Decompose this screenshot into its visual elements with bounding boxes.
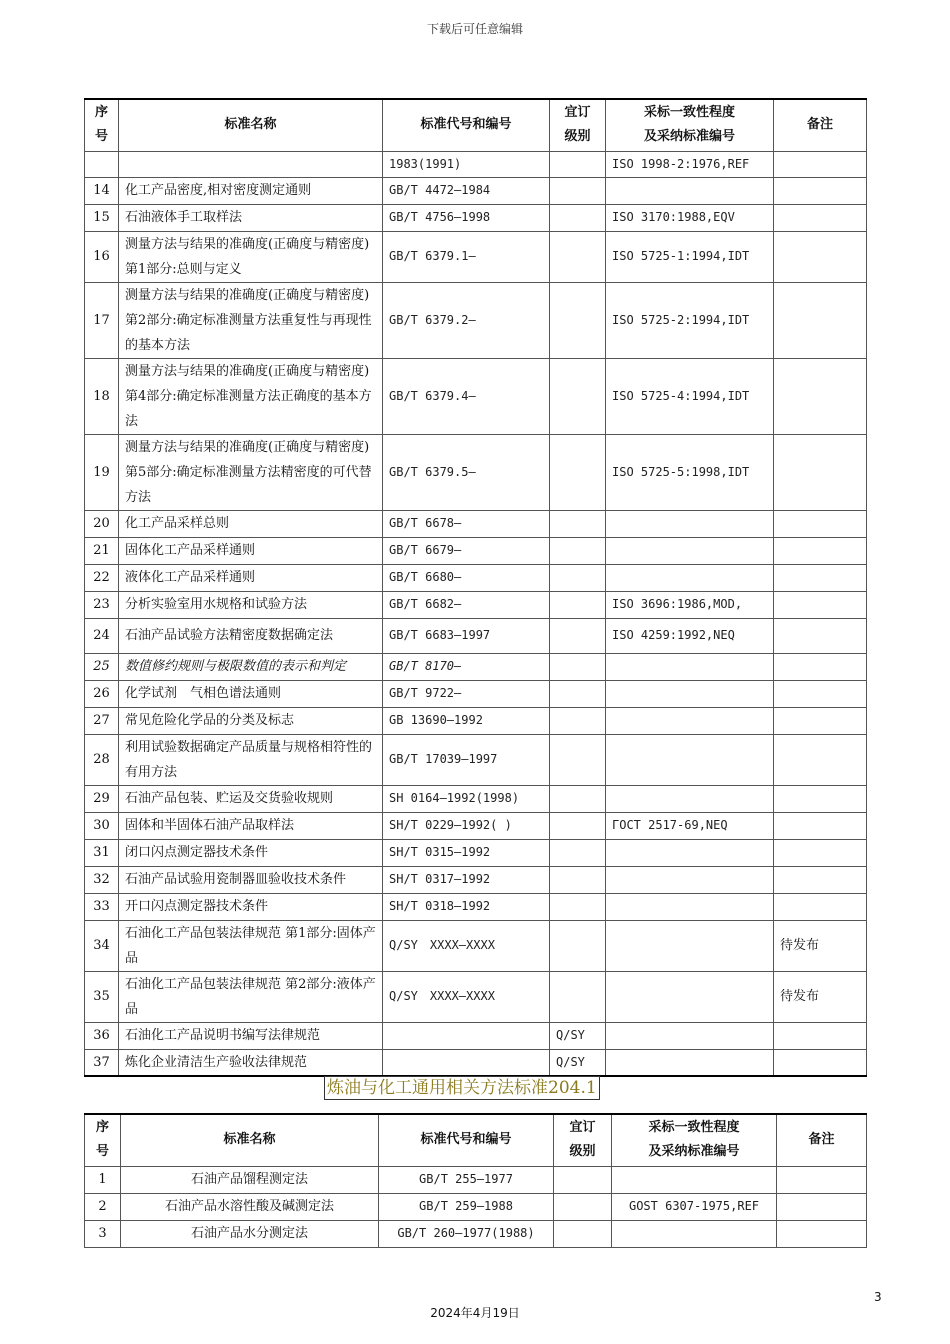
cell-remark: 待发布 (774, 971, 867, 1022)
cell-level (550, 785, 606, 812)
table-row (85, 866, 867, 893)
header-remark: 备注 (774, 99, 867, 151)
table-header-row (85, 1114, 867, 1166)
cell-level: Q/SY (550, 1049, 606, 1076)
cell-level (550, 920, 606, 971)
cell-no (85, 151, 119, 177)
cell-no: 33 (85, 893, 119, 920)
cell-code: GB/T 260—1977(1988) (379, 1220, 554, 1247)
cell-level (550, 866, 606, 893)
cell-adopt (606, 866, 774, 893)
cell-level (554, 1166, 612, 1193)
table-row (85, 591, 867, 618)
cell-adopt: ISO 1998-2:1976,REF (606, 151, 774, 177)
header-adopt: 采标一致性程度 及采纳标准编号 (612, 1114, 777, 1166)
cell-remark (774, 680, 867, 707)
cell-name: 石油化工产品包装法律规范 第1部分:固体产品 (119, 920, 383, 971)
table-row (85, 434, 867, 510)
table-row (85, 282, 867, 358)
cell-code: GB/T 6678— (383, 510, 550, 537)
cell-no: 2 (85, 1193, 121, 1220)
cell-adopt (606, 653, 774, 680)
cell-no: 1 (85, 1166, 121, 1193)
cell-remark (777, 1193, 867, 1220)
header-code: 标准代号和编号 (383, 99, 550, 151)
cell-level (550, 707, 606, 734)
cell-remark (777, 1166, 867, 1193)
cell-adopt (606, 707, 774, 734)
cell-remark (774, 591, 867, 618)
header-level: 宜订 级别 (554, 1114, 612, 1166)
cell-code: SH 0164—1992(1998) (383, 785, 550, 812)
cell-remark (774, 839, 867, 866)
cell-name: 化工产品采样总则 (119, 510, 383, 537)
cell-no: 25 (85, 653, 119, 680)
cell-level (550, 812, 606, 839)
cell-no: 31 (85, 839, 119, 866)
cell-level (550, 653, 606, 680)
table-row (85, 204, 867, 231)
cell-remark (774, 707, 867, 734)
cell-no: 19 (85, 434, 119, 510)
table-row (85, 812, 867, 839)
cell-level (550, 358, 606, 434)
cell-name: 石油产品试验方法精密度数据确定法 (119, 618, 383, 653)
cell-name: 炼化企业清洁生产验收法律规范 (119, 1049, 383, 1076)
cell-adopt: ГOCT 2517-69,NEQ (606, 812, 774, 839)
table-row (85, 1166, 867, 1193)
cell-code: 1983(1991) (383, 151, 550, 177)
cell-code: GB/T 6682— (383, 591, 550, 618)
footer-date: 2024年4月19日 (430, 1306, 520, 1320)
cell-code: SH/T 0229—1992( ) (383, 812, 550, 839)
cell-adopt (606, 734, 774, 785)
cell-level (550, 282, 606, 358)
cell-name: 测量方法与结果的准确度(正确度与精密度)第4部分:确定标准测量方法正确度的基本方法 (119, 358, 383, 434)
cell-remark (774, 618, 867, 653)
cell-no: 26 (85, 680, 119, 707)
header-no: 序 号 (85, 99, 119, 151)
table-row (85, 680, 867, 707)
cell-level (550, 510, 606, 537)
cell-name: 闭口闪点测定器技术条件 (119, 839, 383, 866)
cell-code: GB/T 6679— (383, 537, 550, 564)
cell-code: GB/T 6379.5— (383, 434, 550, 510)
cell-remark (774, 564, 867, 591)
cell-level (550, 591, 606, 618)
cell-adopt (606, 971, 774, 1022)
cell-no: 30 (85, 812, 119, 839)
cell-remark (774, 434, 867, 510)
cell-name: 测量方法与结果的准确度(正确度与精密度)第5部分:确定标准测量方法精密度的可代替方法 (119, 434, 383, 510)
cell-code: GB/T 6680— (383, 564, 550, 591)
cell-code: Q/SY XXXX—XXXX (383, 971, 550, 1022)
table-row (85, 564, 867, 591)
cell-name: 分析实验室用水规格和试验方法 (119, 591, 383, 618)
cell-adopt (606, 920, 774, 971)
table-row (85, 537, 867, 564)
cell-no: 3 (85, 1220, 121, 1247)
cell-no: 24 (85, 618, 119, 653)
cell-name: 测量方法与结果的准确度(正确度与精密度)第1部分:总则与定义 (119, 231, 383, 282)
cell-level (550, 734, 606, 785)
header-name: 标准名称 (119, 99, 383, 151)
cell-remark (774, 282, 867, 358)
cell-code: GB/T 8170— (383, 653, 550, 680)
cell-remark (774, 1049, 867, 1076)
cell-adopt (606, 1022, 774, 1049)
cell-no: 17 (85, 282, 119, 358)
cell-no: 36 (85, 1022, 119, 1049)
table-row (85, 231, 867, 282)
cell-no: 35 (85, 971, 119, 1022)
cell-no: 34 (85, 920, 119, 971)
cell-level (550, 537, 606, 564)
cell-level (550, 893, 606, 920)
table-row (85, 785, 867, 812)
cell-name (119, 151, 383, 177)
header-code: 标准代号和编号 (379, 1114, 554, 1166)
cell-adopt (606, 510, 774, 537)
cell-code: GB/T 6683—1997 (383, 618, 550, 653)
cell-remark (774, 151, 867, 177)
cell-code: GB/T 259—1988 (379, 1193, 554, 1220)
cell-remark (774, 812, 867, 839)
cell-no: 32 (85, 866, 119, 893)
table-row (85, 893, 867, 920)
cell-name: 开口闪点测定器技术条件 (119, 893, 383, 920)
table-row (85, 151, 867, 177)
table-row (85, 358, 867, 434)
cell-name: 石油化工产品包装法律规范 第2部分:液体产品 (119, 971, 383, 1022)
table-row (85, 177, 867, 204)
cell-no: 18 (85, 358, 119, 434)
cell-level (554, 1193, 612, 1220)
cell-remark (774, 734, 867, 785)
cell-no: 29 (85, 785, 119, 812)
cell-remark (774, 231, 867, 282)
cell-remark (774, 653, 867, 680)
cell-remark: 待发布 (774, 920, 867, 971)
cell-code: GB/T 6379.2— (383, 282, 550, 358)
cell-level (550, 151, 606, 177)
cell-name: 石油化工产品说明书编写法律规范 (119, 1022, 383, 1049)
cell-adopt: ISO 5725-1:1994,IDT (606, 231, 774, 282)
cell-remark (774, 358, 867, 434)
cell-adopt (606, 564, 774, 591)
cell-level (550, 971, 606, 1022)
cell-no: 27 (85, 707, 119, 734)
cell-adopt: GOST 6307-1975,REF (612, 1193, 777, 1220)
table-row (85, 618, 867, 653)
cell-name: 化学试剂 气相色谱法通则 (119, 680, 383, 707)
cell-level (550, 839, 606, 866)
cell-adopt: ISO 5725-2:1994,IDT (606, 282, 774, 358)
cell-level (550, 564, 606, 591)
page-number: 3 (874, 1290, 882, 1304)
cell-adopt: ISO 5725-5:1998,IDT (606, 434, 774, 510)
header-no: 序 号 (85, 1114, 121, 1166)
cell-no: 23 (85, 591, 119, 618)
cell-no: 20 (85, 510, 119, 537)
cell-remark (774, 537, 867, 564)
table-row (85, 734, 867, 785)
cell-adopt: ISO 5725-4:1994,IDT (606, 358, 774, 434)
cell-remark (774, 1022, 867, 1049)
cell-code: Q/SY XXXX—XXXX (383, 920, 550, 971)
cell-code: GB/T 6379.1— (383, 231, 550, 282)
header-remark: 备注 (777, 1114, 867, 1166)
cell-level: Q/SY (550, 1022, 606, 1049)
cell-name: 石油产品包装、贮运及交货验收规则 (119, 785, 383, 812)
cell-no: 37 (85, 1049, 119, 1076)
cell-no: 15 (85, 204, 119, 231)
table-row (85, 1022, 867, 1049)
header-level: 宜订 级别 (550, 99, 606, 151)
cell-adopt (606, 785, 774, 812)
cell-name: 测量方法与结果的准确度(正确度与精密度)第2部分:确定标准测量方法重复性与再现性的基本方法 (119, 282, 383, 358)
cell-code: SH/T 0318—1992 (383, 893, 550, 920)
cell-no: 16 (85, 231, 119, 282)
cell-code: SH/T 0315—1992 (383, 839, 550, 866)
table-row (85, 839, 867, 866)
cell-remark (777, 1220, 867, 1247)
cell-name: 液体化工产品采样通则 (119, 564, 383, 591)
cell-name: 数值修约规则与极限数值的表示和判定 (119, 653, 383, 680)
cell-no: 14 (85, 177, 119, 204)
cell-adopt (606, 1049, 774, 1076)
cell-code: GB/T 4472—1984 (383, 177, 550, 204)
cell-adopt (606, 537, 774, 564)
header-adopt: 采标一致性程度 及采纳标准编号 (606, 99, 774, 151)
standards-table-1 (84, 98, 867, 1077)
cell-remark (774, 866, 867, 893)
cell-no: 22 (85, 564, 119, 591)
cell-adopt (606, 177, 774, 204)
table-header-row (85, 99, 867, 151)
cell-code: GB/T 17039—1997 (383, 734, 550, 785)
page-header: 下载后可任意编辑 (426, 22, 523, 36)
cell-adopt: ISO 3170:1988,EQV (606, 204, 774, 231)
cell-adopt (606, 680, 774, 707)
cell-level (550, 204, 606, 231)
cell-name: 固体和半固体石油产品取样法 (119, 812, 383, 839)
cell-code (383, 1049, 550, 1076)
cell-name: 石油产品试验用瓷制器皿验收技术条件 (119, 866, 383, 893)
section-title: 炼油与化工通用相关方法标准204.1 (324, 1076, 600, 1100)
cell-adopt: ISO 4259:1992,NEQ (606, 618, 774, 653)
table-row (85, 510, 867, 537)
cell-level (554, 1220, 612, 1247)
cell-name: 固体化工产品采样通则 (119, 537, 383, 564)
cell-remark (774, 204, 867, 231)
header-name: 标准名称 (121, 1114, 379, 1166)
table-row (85, 1193, 867, 1220)
cell-code: GB/T 9722— (383, 680, 550, 707)
cell-remark (774, 785, 867, 812)
cell-code: GB/T 6379.4— (383, 358, 550, 434)
cell-adopt (606, 839, 774, 866)
cell-adopt: ISO 3696:1986,MOD, (606, 591, 774, 618)
cell-adopt (606, 893, 774, 920)
cell-code: SH/T 0317—1992 (383, 866, 550, 893)
cell-name: 石油产品馏程测定法 (121, 1166, 379, 1193)
table-row (85, 1220, 867, 1247)
cell-code (383, 1022, 550, 1049)
cell-code: GB/T 255—1977 (379, 1166, 554, 1193)
cell-name: 石油液体手工取样法 (119, 204, 383, 231)
cell-name: 利用试验数据确定产品质量与规格相符性的有用方法 (119, 734, 383, 785)
cell-no: 21 (85, 537, 119, 564)
cell-level (550, 680, 606, 707)
cell-remark (774, 177, 867, 204)
table-row (85, 1049, 867, 1076)
cell-adopt (612, 1220, 777, 1247)
cell-level (550, 177, 606, 204)
cell-name: 石油产品水溶性酸及碱测定法 (121, 1193, 379, 1220)
table-row (85, 920, 867, 971)
cell-remark (774, 893, 867, 920)
cell-adopt (612, 1166, 777, 1193)
cell-level (550, 618, 606, 653)
cell-remark (774, 510, 867, 537)
cell-level (550, 434, 606, 510)
cell-name: 石油产品水分测定法 (121, 1220, 379, 1247)
cell-name: 化工产品密度,相对密度测定通则 (119, 177, 383, 204)
table-row (85, 707, 867, 734)
table-row (85, 653, 867, 680)
table-row (85, 971, 867, 1022)
cell-code: GB 13690—1992 (383, 707, 550, 734)
cell-level (550, 231, 606, 282)
standards-table-2 (84, 1113, 867, 1248)
cell-code: GB/T 4756—1998 (383, 204, 550, 231)
cell-name: 常见危险化学品的分类及标志 (119, 707, 383, 734)
cell-no: 28 (85, 734, 119, 785)
